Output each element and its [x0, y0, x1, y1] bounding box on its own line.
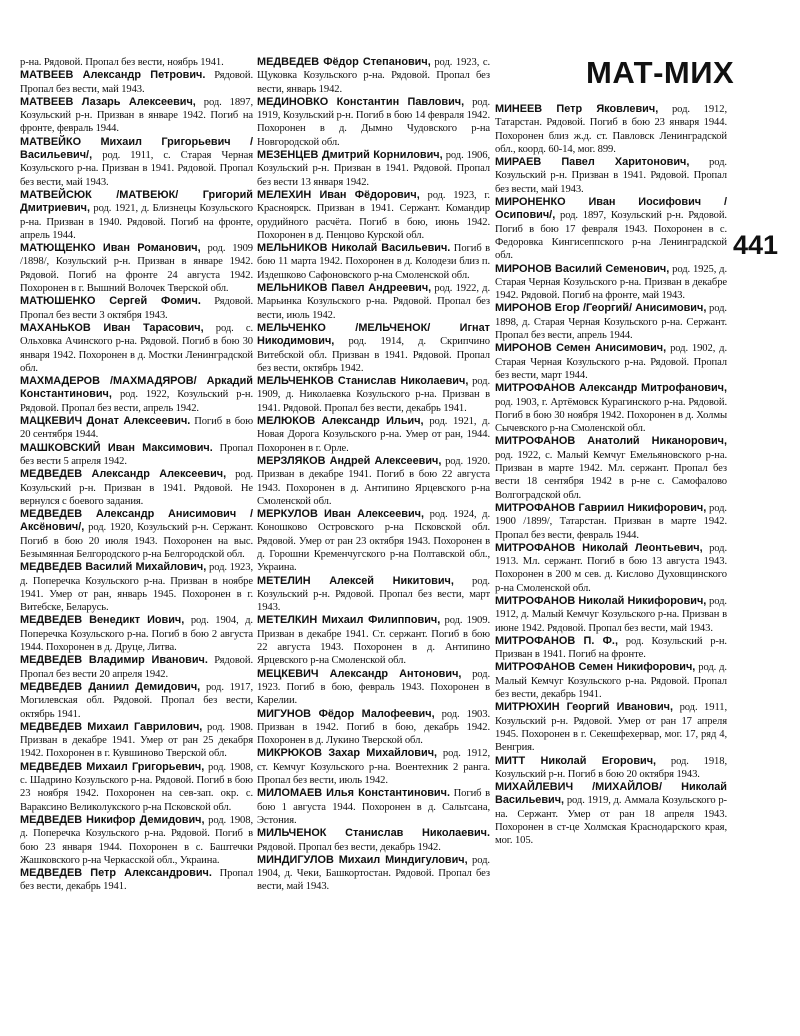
entry-text: род. 1908, д. Поперечка Козульского р-на. Рядовой. Погиб в бою 23 января 1944. Похоронен в с. Баштечки Жашковского р-на Черкасской обл., Украина. — [20, 814, 254, 866]
entry — [257, 189, 490, 242]
entry — [495, 502, 727, 542]
entry-text: род. Козульский р-н. Призван в 1941. Рядовой. Не вернулся с боевого задания. — [20, 469, 253, 507]
entry — [20, 136, 253, 189]
entry-text: род. 1918, Козульский р-н. Погиб в бою 20 октября 1943. — [495, 755, 727, 780]
entry-text: род. 1903. Призван в 1942. Погиб в бою, декабрь 1942. Похоронен в д. Лукино Тверской обл. — [257, 708, 490, 747]
entry-name: МАХАНЬКОВ Иван Тарасович, — [20, 321, 204, 334]
entry-name: МИРОНОВ Василий Семенович, — [495, 262, 670, 275]
entry — [20, 761, 253, 814]
entry-text: род. 1909, д. Николаевка Козульского р-на. Призван в 1941. Рядовой. Пропал без вести, декабрь 1941. — [257, 376, 490, 414]
entry — [495, 302, 727, 342]
entry — [257, 575, 490, 615]
entry-name: МЕДВЕДЕВ Михаил Григорьевич, — [20, 760, 205, 773]
entry — [20, 814, 253, 867]
entry-text: род. с. Ольховка Ачинского р-на. Рядовой. Погиб в бою 30 января 1942. Похоронен в д. Мостки Ленинградской обл. — [20, 322, 253, 374]
entry-text: род. 1897, Козульский р-н. Призван в январе 1942. Погиб на фронте, февраль 1944. — [20, 96, 254, 135]
entry — [257, 455, 490, 508]
entry — [20, 654, 253, 681]
entry — [257, 375, 490, 415]
entry-name: МИГУНОВ Фёдор Малофеевич, — [257, 707, 435, 720]
entry — [257, 708, 490, 748]
entry-text: род. 1912, Татарстан. Рядовой. Погиб в бою 23 января 1944. Похоронен близ ж.д. ст. Павловск Ленинградской обл., коорд. 60-14, мог. 899. — [495, 104, 727, 155]
entry-text: род. 1925, д. Старая Черная Козульского р-на. Призван в декабре 1942. Рядовой. Погиб на фронте, май 1943. — [495, 263, 727, 302]
entry-text: род. 1912, ст. Кемчуг Козульского р-на. Воентехник 2 ранга. Пропал без вести, июль 1942. — [257, 748, 490, 787]
entry-text: род. 1923, д. Поперечка Козульского р-на. Призван в ноябре 1941. Умер от ран, январь 1945. Похоронен в г. Витебске, Беларусь. — [20, 562, 253, 614]
entry — [495, 103, 727, 156]
entry-text: род. 1903, г. Артёмовск Курагинского р-на. Рядовой. Погиб в бою 30 ноября 1942. Похоронен в д. Холмы Сычевского р-на Смоленской обл. — [495, 396, 727, 435]
entry-name: МИЛЬЧЕНОК Станислав Николаевич. — [257, 827, 490, 840]
entry-name: МЕЛЕХИН Иван Фёдорович, — [257, 188, 420, 201]
entry-name: МЕЦКЕВИЧ Александр Антонович, — [257, 667, 462, 680]
entry-text: род. 1921, д. Новая Дорога Козульского р-на. Умер от ран, 1944. Похоронен в г. Орле. — [257, 416, 491, 454]
entry-text: Погиб в бою 20 сентября 1944. — [20, 416, 254, 441]
entry-name: МАХМАДЕРОВ /МАХМАДЯРОВ/ Аркадий Константинович, — [20, 375, 253, 401]
entry-name: МЕДВЕДЕВ Венедикт Иович, — [20, 614, 185, 627]
entry-text: род. Козульский р-н. Призван в 1941. Погиб на фронте. — [495, 635, 727, 661]
entry — [495, 382, 727, 435]
entry-text: род. 1912, д. Малый Кемчуг Козульского р-на. Призван в июне 1942. Рядовой. Пропал без вести, май 1943. — [495, 595, 727, 634]
entry-name: МЕЗЕНЦЕВ Дмитрий Корнилович, — [257, 149, 443, 162]
entry-text: род. 1922, д. Марьинка Козульского р-на. Рядовой. Пропал без вести, июль 1942. — [257, 283, 490, 321]
entry — [257, 747, 490, 787]
entry-name: МИХАЙЛЕВИЧ /МИХАЙЛОВ/ Николай Васильевич, — [495, 781, 727, 807]
entry-text: род. д. Малый Кемчуг Козульского р-на. Рядовой. Пропал без вести, декабрь 1941. — [495, 662, 727, 701]
entry — [495, 661, 727, 701]
entry — [257, 149, 490, 189]
entry-text: род. 1909 /1898/, Козульский р-н. Призван в январе 1942. Рядовой. Погиб на фронте 24 августа 1942. Похоронен в г. Вышний Волочек Тверской обл. — [20, 243, 253, 295]
entry-text: род. 1906, Козульский р-н. Призван в 1941. Рядовой. Пропал без вести 13 января 1942. — [257, 150, 490, 188]
entry-name: МЕДВЕДЕВ Фёдор Степанович, — [257, 56, 431, 68]
entry — [257, 322, 490, 375]
entry-name: МЕДИНОВКО Константин Павлович, — [257, 95, 465, 108]
entry-text: род. 1917, Могилевская обл. Рядовой. Пропал без вести, октябрь 1941. — [20, 681, 253, 720]
entry-text: род. 1900 /1899/, Татарстан. Призван в марте 1942. Пропал без вести, февраль 1944. — [495, 502, 727, 541]
entry-name: МИТРОФАНОВ Семен Никифорович, — [495, 661, 696, 674]
entry-name: МИНДИГУЛОВ Михаил Миндигулович, — [257, 853, 468, 866]
entry-name: МЕДВЕДЕВ Даниил Демидович, — [20, 680, 201, 693]
entry-text: род. 1911, с. Старая Черная Козульского р-на. Призван в 1941. Рядовой. Пропал без вести, май 1943. — [20, 150, 253, 188]
entry-name: МЕТЕЛИН Алексей Никитович, — [257, 574, 454, 587]
entry-name: МИТРОФАНОВ Николай Леонтьевич, — [495, 541, 703, 554]
entry — [495, 342, 727, 382]
entry — [257, 415, 490, 455]
entry-name: МЕЛЬНИКОВ Павел Андреевич, — [257, 282, 432, 295]
entry — [20, 415, 253, 442]
entry-name: МИЛОМАЕВ Илья Константинович. — [257, 787, 450, 800]
entry-text: род. 1922, с. Малый Кемчуг Емельяновского р-на. Призван в марте 1942. Мл. сержант. Пропал без вести 18 сентября 1942 в р-не с. Самофалово Волгоградской обл. — [495, 449, 727, 501]
entry — [20, 721, 253, 761]
entry — [20, 375, 253, 415]
entry — [20, 189, 253, 242]
entry — [257, 56, 490, 96]
column-1 — [20, 56, 253, 894]
entry-text: род. 1897, Козульский р-н. Рядовой. Погиб в бою 17 февраля 1943. Похоронен в с. Федоровка Кингисеппского р-на Ленинградской обл. — [495, 210, 727, 262]
entry-name: МЕДВЕДЕВ Петр Александрович. — [20, 867, 212, 880]
entry-text: род. 1920, Козульский р-н. Сержант. Погиб в бою 20 июля 1943. Похоронен на выс. Безымянная Белгородского р-на Белгородской обл. — [20, 522, 253, 560]
entry — [257, 854, 490, 894]
entry-name: МЕЛЬНИКОВ Николай Васильевич. — [257, 242, 451, 255]
entry-name: МИРОНЕНКО Иван Иосифович /Осипович/, — [495, 196, 727, 222]
entry-name: МЕДВЕДЕВ Александр Алексеевич, — [20, 468, 227, 481]
entry-name: МАШКОВСКИЙ Иван Максимович. — [20, 441, 213, 454]
entry — [257, 508, 490, 574]
entry-name: МЕДВЕДЕВ Михаил Гаврилович, — [20, 720, 203, 733]
entry-name: МИНЕЕВ Петр Яковлевич, — [495, 103, 659, 115]
entry — [20, 867, 253, 894]
entry-text: род. 1924, д. Коношково Островского р-на Псковской обл. Рядовой. Умер от ран 23 октября 1943. Похоронен в д. Горошни Кременчугского р-на Полтавской обл., Украина. — [257, 509, 490, 574]
entry-text: род. 1920. Призван в декабре 1941. Погиб в бою 22 августа 1943. Похоронен в д. Антипино Ярцевского р-на Смоленской обл. — [257, 455, 490, 507]
entry-text: род. 1904, д. Поперечка Козульского р-на. Погиб в бою 2 августа 1944. Похоронен в д. Друце, Литва. — [20, 615, 253, 654]
column-3 — [495, 103, 727, 848]
entry-text: род. 1923, с. Щуковка Козульского р-на. Рядовой. Пропал без вести, январь 1942. — [257, 57, 491, 95]
entry-name: МЕЛЬЧЕНКО /МЕЛЬЧЕНОК/ Игнат Никодимович, — [257, 321, 490, 348]
entry-text: род. 1898, д. Старая Черная Козульского р-на. Сержант. Пропал без вести, апрель 1944. — [495, 303, 727, 342]
entry-name: МАТВЕЙСЮК /МАТВЕЮК/ Григорий Дмитриевич, — [20, 188, 253, 215]
entry-name: МИТРЮХИН Георгий Иванович, — [495, 701, 673, 714]
entry-text: род. 1919, Козульский р-н. Погиб в бою 14 февраля 1942. Похоронен в д. Дымно Чудовского р-на Новгородской обл. — [257, 96, 490, 148]
entry-text: Пропал без вести 5 апреля 1942. — [20, 442, 253, 467]
entry — [495, 595, 727, 635]
entry-name: МИТРОФАНОВ Александр Митрофанович, — [495, 382, 727, 395]
entry-text: род. 1904, д. Чеки, Башкортостан. Рядовой. Пропал без вести, май 1943. — [257, 854, 490, 893]
entry-name: МИРОНОВ Егор /Георгий/ Анисимович, — [495, 302, 707, 315]
entry-text: род. 1908, с. Шадрино Козульского р-на. Рядовой. Погиб в бою 23 ноября 1942. Похоронен на сев-зап. окр. с. Вараксино Великолукского р-на Псковской обл. — [20, 761, 253, 813]
entry — [495, 263, 727, 303]
entry — [495, 542, 727, 595]
page-header-range: МАТ-МИХ — [586, 55, 735, 90]
entry — [20, 56, 253, 69]
entry — [20, 508, 253, 561]
entry-text: Погиб в бою 1 августа 1944. Похоронен в д. Сальтсана, Эстония. — [257, 788, 490, 826]
entry — [20, 242, 253, 295]
entry-text: Рядовой. Пропал без вести 20 апреля 1942. — [20, 655, 253, 680]
entry — [20, 468, 253, 508]
entry-text: род. Козульский р-н. Рядовой. Пропал без вести, март 1943. — [257, 575, 490, 614]
column-2 — [257, 56, 490, 894]
entry-name: МИТРОФАНОВ Николай Никифорович, — [495, 594, 707, 607]
entry-name: МЕРКУЛОВ Иван Алексеевич, — [257, 508, 424, 521]
entry-text: род. 1911, Козульский р-н. Рядовой. Умер от ран 17 апреля 1945. Похоронен в г. Секешфехервар, мог. 17, ряд 4, Венгрия. — [495, 702, 727, 754]
entry-text: род. 1922, Козульский р-н. Рядовой. Пропал без вести, апрель 1942. — [20, 389, 253, 414]
entry-text: род. 1921, д. Близнецы Козульского р-на. Призван в 1940. Рядовой. Погиб на фронте, апрель 1944. — [20, 203, 253, 241]
entry — [257, 614, 490, 667]
entry-name: МИКРЮКОВ Захар Михайлович, — [257, 747, 438, 760]
entry-name: МАТВЕЙКО Михаил Григорьевич /Васильевич/, — [20, 135, 253, 162]
entry-name: МЕДВЕДЕВ Владимир Иванович. — [20, 654, 208, 667]
entry-name: МАТВЕЕВ Лазарь Алексеевич, — [20, 95, 196, 108]
entry-name: МАТЮШЕНКО Сергей Фомич. — [20, 295, 201, 308]
entry-text: род. 1913. Мл. сержант. Погиб в бою 13 августа 1943. Похоронен в 200 м сев. д. Кислово Духовщинского р-на Смоленской обл. — [495, 542, 727, 594]
entry-name: МАТЮЩЕНКО Иван Романович, — [20, 242, 201, 255]
page-number: 441 — [733, 230, 779, 260]
entry-name: МЕЛЬЧЕНКОВ Станислав Николаевич, — [257, 375, 469, 388]
entry — [20, 69, 253, 96]
entry — [257, 827, 490, 854]
entry-name: МИТРОФАНОВ П. Ф., — [495, 634, 618, 647]
entry-text: Рядовой. Пропал без вести, декабрь 1942. — [257, 841, 441, 853]
entry-text: Погиб в бою 11 марта 1942. Похоронен в д. Колодези близ п. Издешково Сафоновского р-на Смоленской обл. — [257, 243, 490, 281]
entry-name: МЕДВЕДЕВ Никифор Демидович, — [20, 813, 205, 826]
entry-name: МЕЛЮКОВ Александр Ильич, — [257, 415, 424, 428]
entry-text: род. Козульский р-н. Призван в 1941. Рядовой. Пропал без вести, май 1943. — [495, 157, 727, 195]
entry-name: МИТТ Николай Егорович, — [495, 754, 657, 767]
entry — [20, 295, 253, 322]
entry — [257, 282, 490, 322]
entry-text: род. 1914, д. Скрипчино Витебской обл. Призван в 1941. Рядовой. Пропал без вести, октябрь 1942. — [257, 336, 490, 374]
entry-text: Рядовой. Пропал без вести 3 октября 1943. — [20, 296, 253, 321]
entry-name: МЕДВЕДЕВ Василий Михайлович, — [20, 561, 207, 574]
entry-name: МИТРОФАНОВ Гавриил Никифорович, — [495, 501, 707, 514]
entry-name: МЕТЕЛКИН Михаил Филиппович, — [257, 614, 441, 627]
entry-text: род. 1909. Призван в декабре 1941. Ст. сержант. Погиб в бою 22 августа 1943. Похоронен в д. Антипино Ярцевского р-на Смоленской обл. — [257, 615, 490, 667]
entry — [495, 781, 727, 847]
entry-text: род. 1902, д. Старая Черная Козульского р-на. Рядовой. Пропал без вести, март 1944. — [495, 343, 727, 381]
entry-name: МИТРОФАНОВ Анатолий Никанорович, — [495, 435, 727, 448]
entry — [20, 681, 253, 721]
entry-text: Пропал без вести, декабрь 1941. — [20, 868, 253, 893]
entry-name: МИРОНОВ Семен Анисимович, — [495, 342, 667, 355]
entry — [257, 668, 490, 708]
entry — [495, 435, 727, 501]
entry-text: р-на. Рядовой. Пропал без вести, ноябрь 1941. — [20, 57, 224, 68]
entry — [495, 755, 727, 782]
entry — [495, 701, 727, 754]
entry — [20, 322, 253, 375]
entry-name: МАТВЕЕВ Александр Петрович. — [20, 69, 206, 82]
entry — [20, 442, 253, 469]
entry — [20, 96, 253, 136]
entry-text: род. 1908. Призван в декабре 1941. Умер от ран 25 декабря 1942. Похоронен в г. Кувшиново Тверской обл. — [20, 721, 253, 760]
entry-name: МЕРЗЛЯКОВ Андрей Алексеевич, — [257, 454, 442, 467]
entry-text: род. 1923, г. Красноярск. Призван в 1941. Сержант. Командир орудийного расчёта. Погиб в бою, июнь 1942. Похоронен в д. Пенцово Курской обл. — [257, 189, 490, 241]
entry — [495, 196, 727, 262]
entry-name: МИРАЕВ Павел Харитонович, — [495, 156, 690, 169]
entry — [257, 787, 490, 827]
entry — [257, 242, 490, 282]
entry — [495, 156, 727, 196]
entry-name: МЕДВЕДЕВ Александр Анисимович /Аксёнович/, — [20, 508, 253, 534]
entry-text: род. 1919, д. Аммала Козульского р-на. Сержант. Умер от ран 18 апреля 1943. Похоронен в ст-це Холмская Краснодарского края, мог. 105. — [495, 795, 727, 847]
entry-text: род. 1923. Погиб в бою, февраль 1943. Похоронен в Карелии. — [257, 668, 490, 707]
entry — [20, 561, 253, 614]
entry-text: Рядовой. Пропал без вести, май 1943. — [20, 70, 253, 95]
entry-name: МАЦКЕВИЧ Донат Алексеевич. — [20, 415, 191, 428]
entry — [495, 635, 727, 662]
entry — [257, 96, 490, 149]
entry — [20, 614, 253, 654]
